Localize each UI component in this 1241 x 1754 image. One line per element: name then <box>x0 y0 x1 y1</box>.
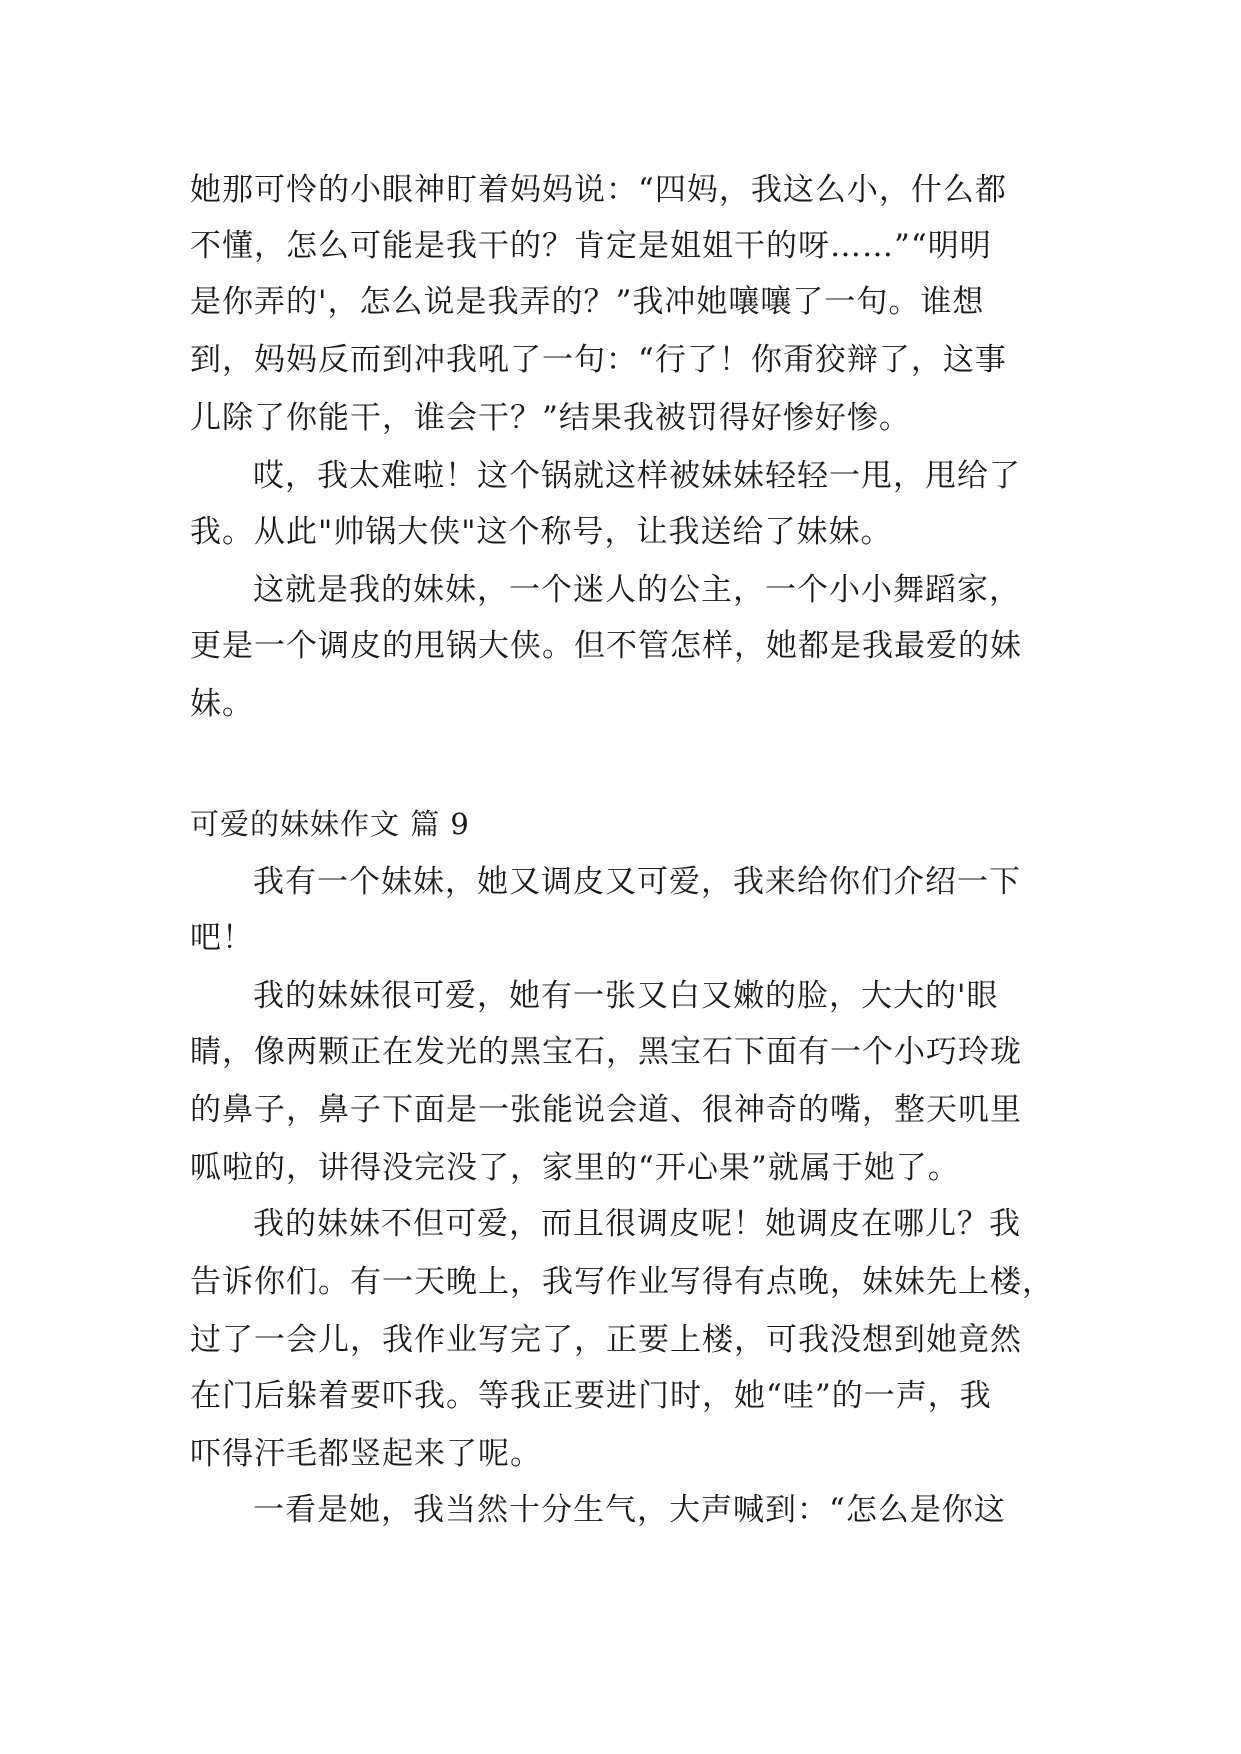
paragraph-first-line: 我的妹妹不但可爱，而且很调皮呢！她调皮在哪儿？我 <box>253 1206 1021 1242</box>
text-line: 是你弄的'，怎么说是我弄的？”我冲她嚷嚷了一句。谁想 <box>190 284 985 320</box>
text-line: 睛，像两颗正在发光的黑宝石，黑宝石下面有一个小巧玲珑 <box>190 1034 1022 1070</box>
text-line: 的鼻子，鼻子下面是一张能说会道、很神奇的嘴，整天叽里 <box>190 1092 1022 1128</box>
essay-heading: 可爱的妹妹作文 篇 9 <box>190 807 470 841</box>
text-line: 呱啦的，讲得没完没了，家里的“开心果”就属于她了。 <box>190 1150 960 1186</box>
text-line: 她那可怜的小眼神盯着妈妈说：“四妈，我这么小，什么都 <box>190 172 1007 208</box>
text-line: 不懂，怎么可能是我干的？肯定是姐姐干的呀……”“明明 <box>190 228 992 264</box>
text-line: 吧！ <box>190 920 254 956</box>
paragraph-first-line: 一看是她，我当然十分生气，大声喊到：“怎么是你这 <box>253 1492 1006 1528</box>
text-line: 更是一个调皮的甩锅大侠。但不管怎样，她都是我最爱的妹 <box>190 628 1022 664</box>
paragraph-first-line: 这就是我的妹妹，一个迷人的公主，一个小小舞蹈家， <box>253 572 1021 608</box>
paragraph-first-line: 哎，我太难啦！这个锅就这样被妹妹轻轻一甩，甩给了 <box>253 458 1021 494</box>
paragraph-first-line: 我的妹妹很可爱，她有一张又白又嫩的脸，大大的'眼 <box>253 978 999 1014</box>
text-line: 吓得汗毛都竖起来了呢。 <box>190 1436 542 1472</box>
text-line: 我。从此"帅锅大侠"这个称号，让我送给了妹妹。 <box>190 514 893 550</box>
text-line: 告诉你们。有一天晚上，我写作业写得有点晚，妹妹先上楼， <box>190 1264 1054 1300</box>
paragraph-first-line: 我有一个妹妹，她又调皮又可爱，我来给你们介绍一下 <box>253 864 1021 900</box>
text-line: 在门后躲着要吓我。等我正要进门时，她“哇”的一声，我 <box>190 1378 992 1414</box>
text-line: 到，妈妈反而到冲我吼了一句：“行了！你甭狡辩了，这事 <box>190 342 1007 378</box>
text-line: 儿除了你能干，谁会干？”结果我被罚得好惨好惨。 <box>190 400 911 436</box>
text-line: 妹。 <box>190 686 254 722</box>
text-line: 过了一会儿，我作业写完了，正要上楼，可我没想到她竟然 <box>190 1322 1022 1358</box>
